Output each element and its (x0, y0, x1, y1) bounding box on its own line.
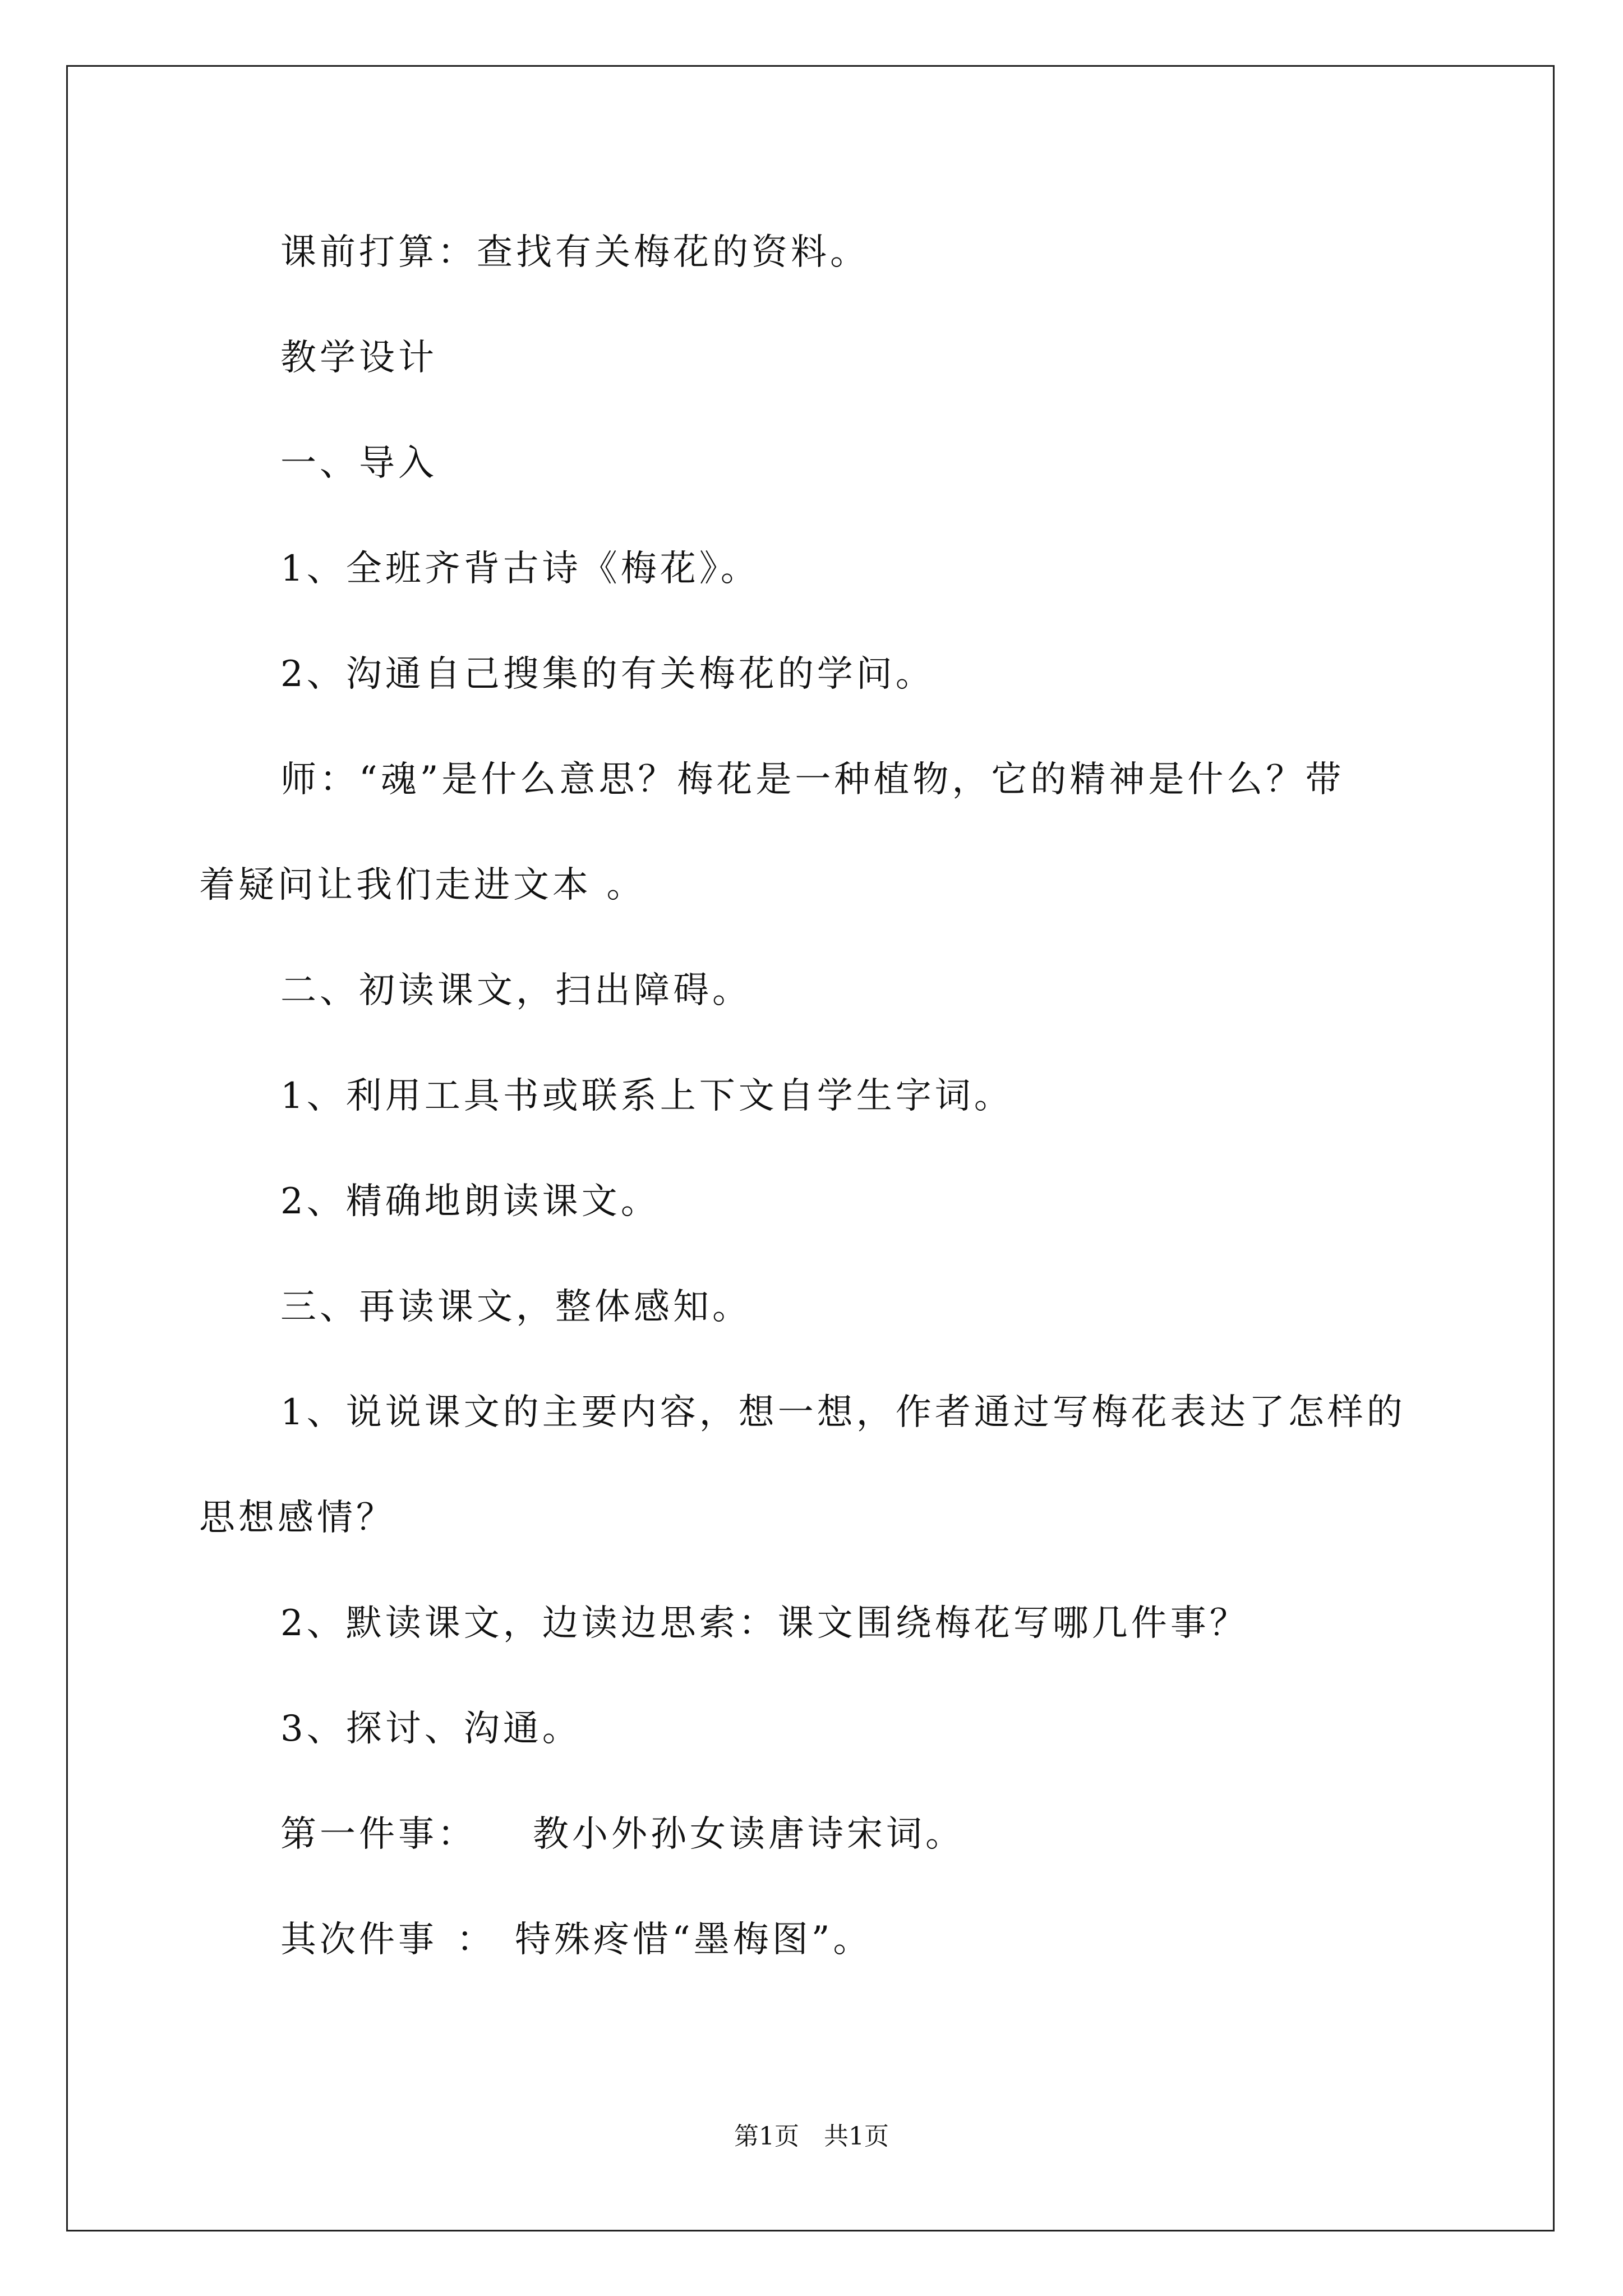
text-line-item: 1、全班齐背古诗《梅花》。 (280, 548, 760, 590)
text-line-section-3: 三、再读课文，整体感知。 (280, 1286, 751, 1328)
page-footer (0, 2124, 1623, 2149)
text-line-item: 2、沟通自己搜集的有关梅花的学问。 (280, 654, 935, 695)
page-number-current: 第1页 (734, 2122, 799, 2151)
text-line-continuation: 思想感情？ (199, 1497, 395, 1539)
text-line-event-1 (280, 1814, 965, 1855)
text-line-item: 1、说说课文的主要内容，想一想，作者通过写梅花表达了怎样的 (280, 1392, 1406, 1433)
text-line-item: 1、利用工具书或联系上下文自学生字词。 (280, 1075, 1013, 1117)
text-line-event-2 (280, 1919, 873, 1961)
text-line-item: 2、默读课文，边读边思索：课文围绕梅花写哪几件事？ (280, 1603, 1249, 1644)
text-line-item: 3、探讨、沟通。 (280, 1708, 582, 1750)
event-2-label: 其次件事 (280, 1919, 437, 1961)
text-line-item: 2、精确地朗读课文。 (280, 1181, 660, 1222)
page-number-total: 共1页 (824, 2122, 889, 2151)
text-line-section-2: 二、初读课文，扫出障碍。 (280, 970, 751, 1011)
text-line-heading-design: 教学设计 (280, 337, 437, 379)
text-line-prep: 课前打算：查找有关梅花的资料。 (280, 232, 869, 273)
text-line-teacher-question: 师：“魂”是什么意思？梅花是一种植物，它的精神是什么？带 (280, 759, 1345, 800)
event-1-label: 第一件事： (280, 1814, 477, 1855)
event-2-colon: ： (457, 1919, 496, 1961)
event-2-text: 特殊疼惜“墨梅图”。 (515, 1919, 873, 1961)
text-line-section-1: 一、导入 (280, 443, 437, 484)
text-line-continuation: 着疑问让我们走进文本 。 (199, 864, 646, 906)
event-1-text: 教小外孙女读唐诗宋词。 (533, 1814, 965, 1855)
